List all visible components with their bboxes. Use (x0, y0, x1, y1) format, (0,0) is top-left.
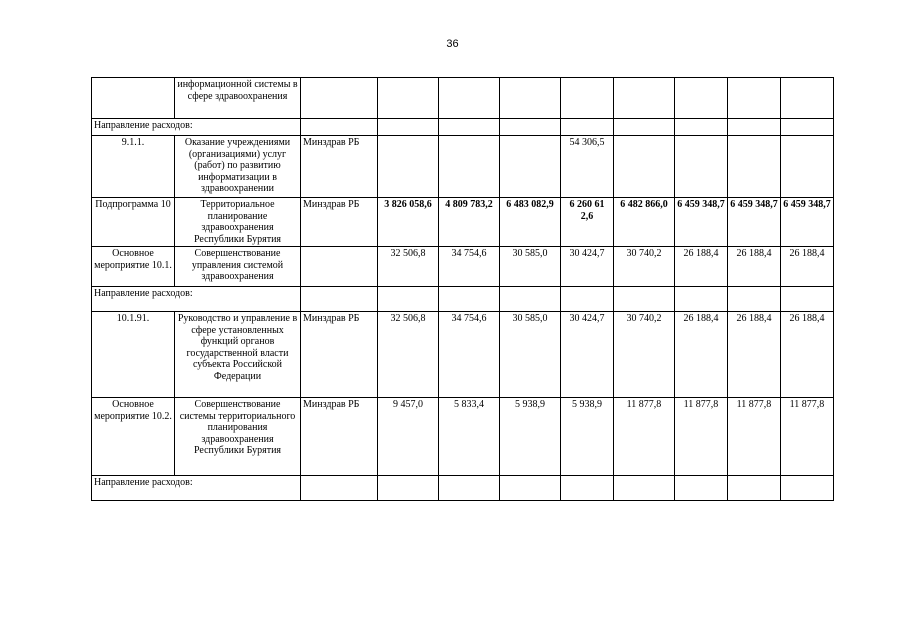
row-name: Совершенствование управления системой здравоохранения (175, 247, 301, 287)
empty-cell (500, 476, 561, 501)
value-cell (728, 136, 781, 198)
value-cell (728, 78, 781, 119)
value-cell (781, 136, 834, 198)
value-cell: 34 754,6 (439, 312, 500, 398)
value-cell: 34 754,6 (439, 247, 500, 287)
empty-cell (728, 476, 781, 501)
value-cell (614, 136, 675, 198)
empty-cell (301, 287, 378, 312)
empty-cell (614, 476, 675, 501)
direction-label: Направление расходов: (92, 119, 301, 136)
value-cell: 32 506,8 (378, 312, 439, 398)
value-cell (500, 136, 561, 198)
value-cell: 26 188,4 (675, 312, 728, 398)
value-cell: 26 188,4 (728, 247, 781, 287)
row-executor: Минздрав РБ (301, 312, 378, 398)
value-cell: 6 459 348,7 (675, 198, 728, 247)
row-code (92, 78, 175, 119)
value-cell: 6 260 61 2,6 (561, 198, 614, 247)
value-cell: 6 483 082,9 (500, 198, 561, 247)
value-cell: 32 506,8 (378, 247, 439, 287)
value-cell (378, 136, 439, 198)
empty-cell (614, 287, 675, 312)
empty-cell (439, 287, 500, 312)
value-cell: 4 809 783,2 (439, 198, 500, 247)
table-row (92, 398, 834, 476)
value-cell: 26 188,4 (728, 312, 781, 398)
table-row (92, 247, 834, 287)
empty-cell (675, 287, 728, 312)
row-executor: Минздрав РБ (301, 398, 378, 476)
empty-cell (675, 119, 728, 136)
row-executor: Минздрав РБ (301, 198, 378, 247)
value-cell (439, 136, 500, 198)
value-cell: 6 459 348,7 (781, 198, 834, 247)
value-cell: 6 482 866,0 (614, 198, 675, 247)
row-executor (301, 78, 378, 119)
value-cell: 6 459 348,7 (728, 198, 781, 247)
row-code: Основное мероприятие 10.2. (92, 398, 175, 476)
table-row (92, 136, 834, 198)
empty-cell (781, 287, 834, 312)
value-cell: 30 585,0 (500, 247, 561, 287)
empty-cell (378, 119, 439, 136)
direction-label: Направление расходов: (92, 476, 301, 501)
empty-cell (728, 119, 781, 136)
empty-cell (439, 119, 500, 136)
value-cell (561, 78, 614, 119)
budget-table (91, 77, 834, 501)
value-cell: 9 457,0 (378, 398, 439, 476)
value-cell: 11 877,8 (728, 398, 781, 476)
row-name: Совершенствование системы территориального планирования здравоохранения Республики Бурятия (175, 398, 301, 476)
value-cell (614, 78, 675, 119)
value-cell: 30 740,2 (614, 247, 675, 287)
row-code: 10.1.91. (92, 312, 175, 398)
table-row (92, 198, 834, 247)
empty-cell (781, 476, 834, 501)
row-executor: Минздрав РБ (301, 136, 378, 198)
empty-cell (500, 287, 561, 312)
empty-cell (675, 476, 728, 501)
empty-cell (561, 119, 614, 136)
empty-cell (728, 287, 781, 312)
value-cell: 30 424,7 (561, 312, 614, 398)
value-cell: 26 188,4 (675, 247, 728, 287)
value-cell: 3 826 058,6 (378, 198, 439, 247)
value-cell: 11 877,8 (675, 398, 728, 476)
value-cell (781, 78, 834, 119)
value-cell: 5 833,4 (439, 398, 500, 476)
value-cell: 11 877,8 (614, 398, 675, 476)
row-name: Территориальное планирование здравоохранения Республики Бурятия (175, 198, 301, 247)
row-name: Руководство и управление в сфере установленных функций органов государственной власти субъекта Российской Федерации (175, 312, 301, 398)
row-code: Подпрограмма 10 (92, 198, 175, 247)
row-code: 9.1.1. (92, 136, 175, 198)
value-cell (675, 136, 728, 198)
empty-cell (378, 287, 439, 312)
empty-cell (614, 119, 675, 136)
page-number: 36 (446, 38, 459, 50)
value-cell (378, 78, 439, 119)
table-row (92, 312, 834, 398)
row-code: Основное мероприятие 10.1. (92, 247, 175, 287)
value-cell: 30 585,0 (500, 312, 561, 398)
empty-cell (439, 476, 500, 501)
value-cell: 30 740,2 (614, 312, 675, 398)
value-cell: 30 424,7 (561, 247, 614, 287)
direction-label: Направление расходов: (92, 287, 301, 312)
table-row (92, 78, 834, 119)
empty-cell (781, 119, 834, 136)
empty-cell (500, 119, 561, 136)
value-cell: 5 938,9 (500, 398, 561, 476)
row-name: информационной системы в сфере здравоохранения (175, 78, 301, 119)
empty-cell (301, 119, 378, 136)
value-cell (500, 78, 561, 119)
empty-cell (561, 476, 614, 501)
value-cell: 26 188,4 (781, 247, 834, 287)
value-cell: 26 188,4 (781, 312, 834, 398)
direction-row (92, 119, 834, 136)
value-cell: 54 306,5 (561, 136, 614, 198)
row-executor (301, 247, 378, 287)
empty-cell (378, 476, 439, 501)
value-cell (439, 78, 500, 119)
direction-row (92, 287, 834, 312)
empty-cell (301, 476, 378, 501)
value-cell (675, 78, 728, 119)
direction-row (92, 476, 834, 501)
empty-cell (561, 287, 614, 312)
row-name: Оказание учреждениями (организациями) услуг (работ) по развитию информатизации в здравоохранении (175, 136, 301, 198)
value-cell: 11 877,8 (781, 398, 834, 476)
value-cell: 5 938,9 (561, 398, 614, 476)
